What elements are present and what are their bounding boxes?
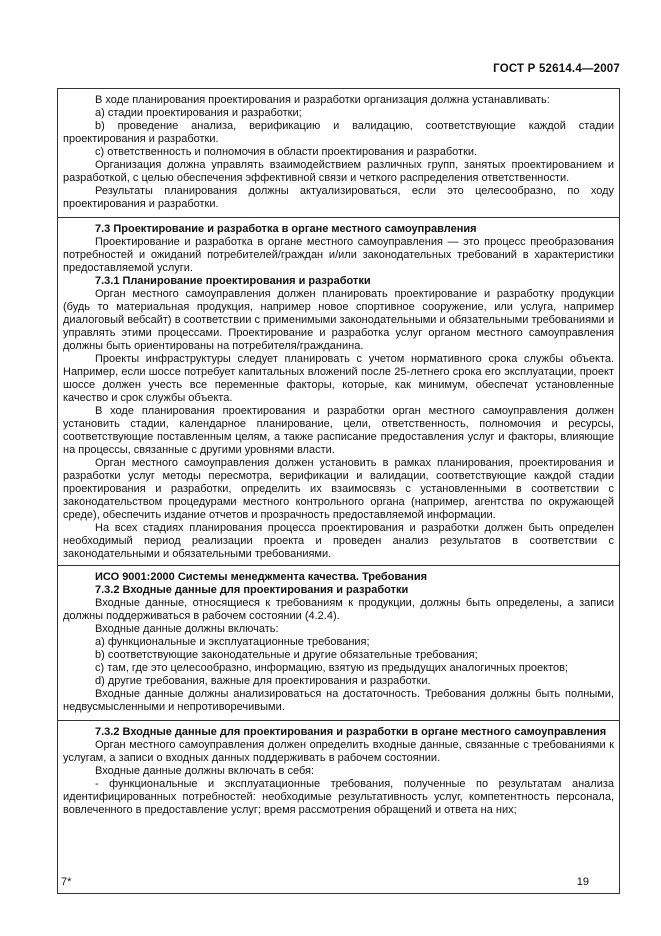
quote-paragraph: Результаты планирования должны актуализироваться, если это целесообразно, по ходу проектирования и разработки. [63, 185, 614, 210]
section-7-3-2 [58, 721, 619, 821]
quote-paragraph: Входные данные, относящиеся к требованиям к продукции, должны быть определены, а записи должны поддерживаться в рабочем состоянии (4.2.4). [63, 597, 614, 622]
quote-paragraph: Входные данные должны включать: [95, 623, 279, 635]
page-number: 19 [576, 876, 589, 888]
quote-list-item-d: d) другие требования, важные для проектирования и разработки. [95, 675, 431, 687]
quote-paragraph: Входные данные должны анализироваться на достаточность. Требования должны быть полными, недвусмысленными и непротиворечивыми. [63, 688, 614, 713]
quote-list-item-c: c) там, где это целесообразно, информацию, взятую из предыдущих аналогичных проектов; [95, 662, 569, 674]
paragraph: Орган местного самоуправления должен установить в рамках планирования, проектирования и разработки услуг методы пересмотра, верификации и валидации, соответствующие каждой стадии проектирования и разработки, определить их взаимосвязь с установленными в соответствии с законодательством процедурами местного контрольного органа (например, агентства по окружающей среде), обеспечить издание отчетов и прозрачность предоставляемой информации. [63, 457, 614, 521]
quote-list-item-a: a) стадии проектирования и разработки; [95, 107, 302, 119]
paragraph: В ходе планирования проектирования и разработки орган местного самоуправления должен установить стадии, календарное планирование, цели, ответственность, полномочия и ресурсы, соответствующие поставленным целям, а также расписание предоставления услуг и факторы, влияющие на процессы, связанные с другими уровнями власти. [63, 405, 614, 456]
heading-7-3-2: 7.3.2 Входные данные для проектирования и разработки в органе местного самоуправления [95, 726, 607, 738]
heading-7-3-1: 7.3.1 Планирование проектирования и разработки [95, 275, 371, 287]
section-7-3 [58, 218, 619, 565]
page-footer [58, 876, 619, 893]
paragraph: Проекты инфраструктуры следует планировать с учетом нормативного срока службы объекта. Например, если шоссе потребует капитальных вложений после 25-летнего срока его эксплуатации, проект шоссе должен учесть все переменные факторы, которые, как минимум, обеспечат установленные качество и срок службы объекта. [63, 353, 614, 404]
quote-box-iso-planning [58, 89, 619, 218]
paragraph: Орган местного самоуправления должен определить входные данные, связанные с требованиями к услугам, а записи о входных данных поддерживать в рабочем состоянии. [63, 739, 614, 764]
quote-list-item-b: b) соответствующие законодательные и другие обязательные требования; [95, 649, 478, 661]
quote-list-item-a: a) функциональные и эксплуатационные требования; [95, 636, 370, 648]
paragraph: На всех стадиях планирования процесса проектирования и разработки должен быть определен необходимый период реализации проекта и проведен анализ результатов в соответствии с законодательными и обязательными требованиями. [63, 522, 614, 560]
quote-box-iso-9001-inputs [58, 565, 619, 721]
quote-list-item-b: b) проведение анализа, верификацию и валидацию, соответствующие каждой стадии проектирования и разработки. [63, 120, 614, 145]
quote-list-item-c: c) ответственность и полномочия в области проектирования и разработки. [95, 146, 478, 158]
quote-box-subtitle: 7.3.2 Входные данные для проектирования и разработки [95, 584, 409, 596]
signature-mark: 7* [61, 876, 72, 888]
paragraph: Проектирование и разработка в органе местного самоуправления — это процесс преобразования потребностей и ожиданий потребителей/граждан и/или законодательных требований в характеристики предоставляемой услуги. [63, 236, 614, 274]
quote-paragraph: Организация должна управлять взаимодействием различных групп, занятых проектированием и разработкой, с целью обеспечения эффективной связи и четкого распределения ответственности. [63, 159, 614, 184]
paragraph: Орган местного самоуправления должен планировать проектирование и разработку продукции (будь то материальная продукция, например новое спортивное сооружение, или услуга, например диалоговый вебсайт) в соответствии с применимыми законодательными и обязательными требованиями и управлять этими процессами. Проектирование и разработка услуг органом местного самоуправления должны быть ориентированы на потребителя/гражданина. [63, 288, 614, 352]
list-item-dash: - функциональные и эксплуатационные требования, полученные по результатам анализа идентифицированных потребностей: необходимые результативность услуг, компетентность персонала, вовлеченного в предоставление услуг; время рассмотрения обращений и ответа на них; [63, 778, 614, 816]
quote-box-title: ИСО 9001:2000 Системы менеджмента качества. Требования [95, 571, 428, 583]
quote-paragraph: В ходе планирования проектирования и разработки организация должна устанавливать: [95, 94, 550, 106]
paragraph: Входные данные должны включать в себя: [95, 765, 315, 777]
page-frame [57, 88, 620, 894]
heading-7-3: 7.3 Проектирование и разработка в органе местного самоуправления [95, 223, 477, 235]
document-code-header: ГОСТ Р 52614.4—2007 [493, 63, 620, 75]
